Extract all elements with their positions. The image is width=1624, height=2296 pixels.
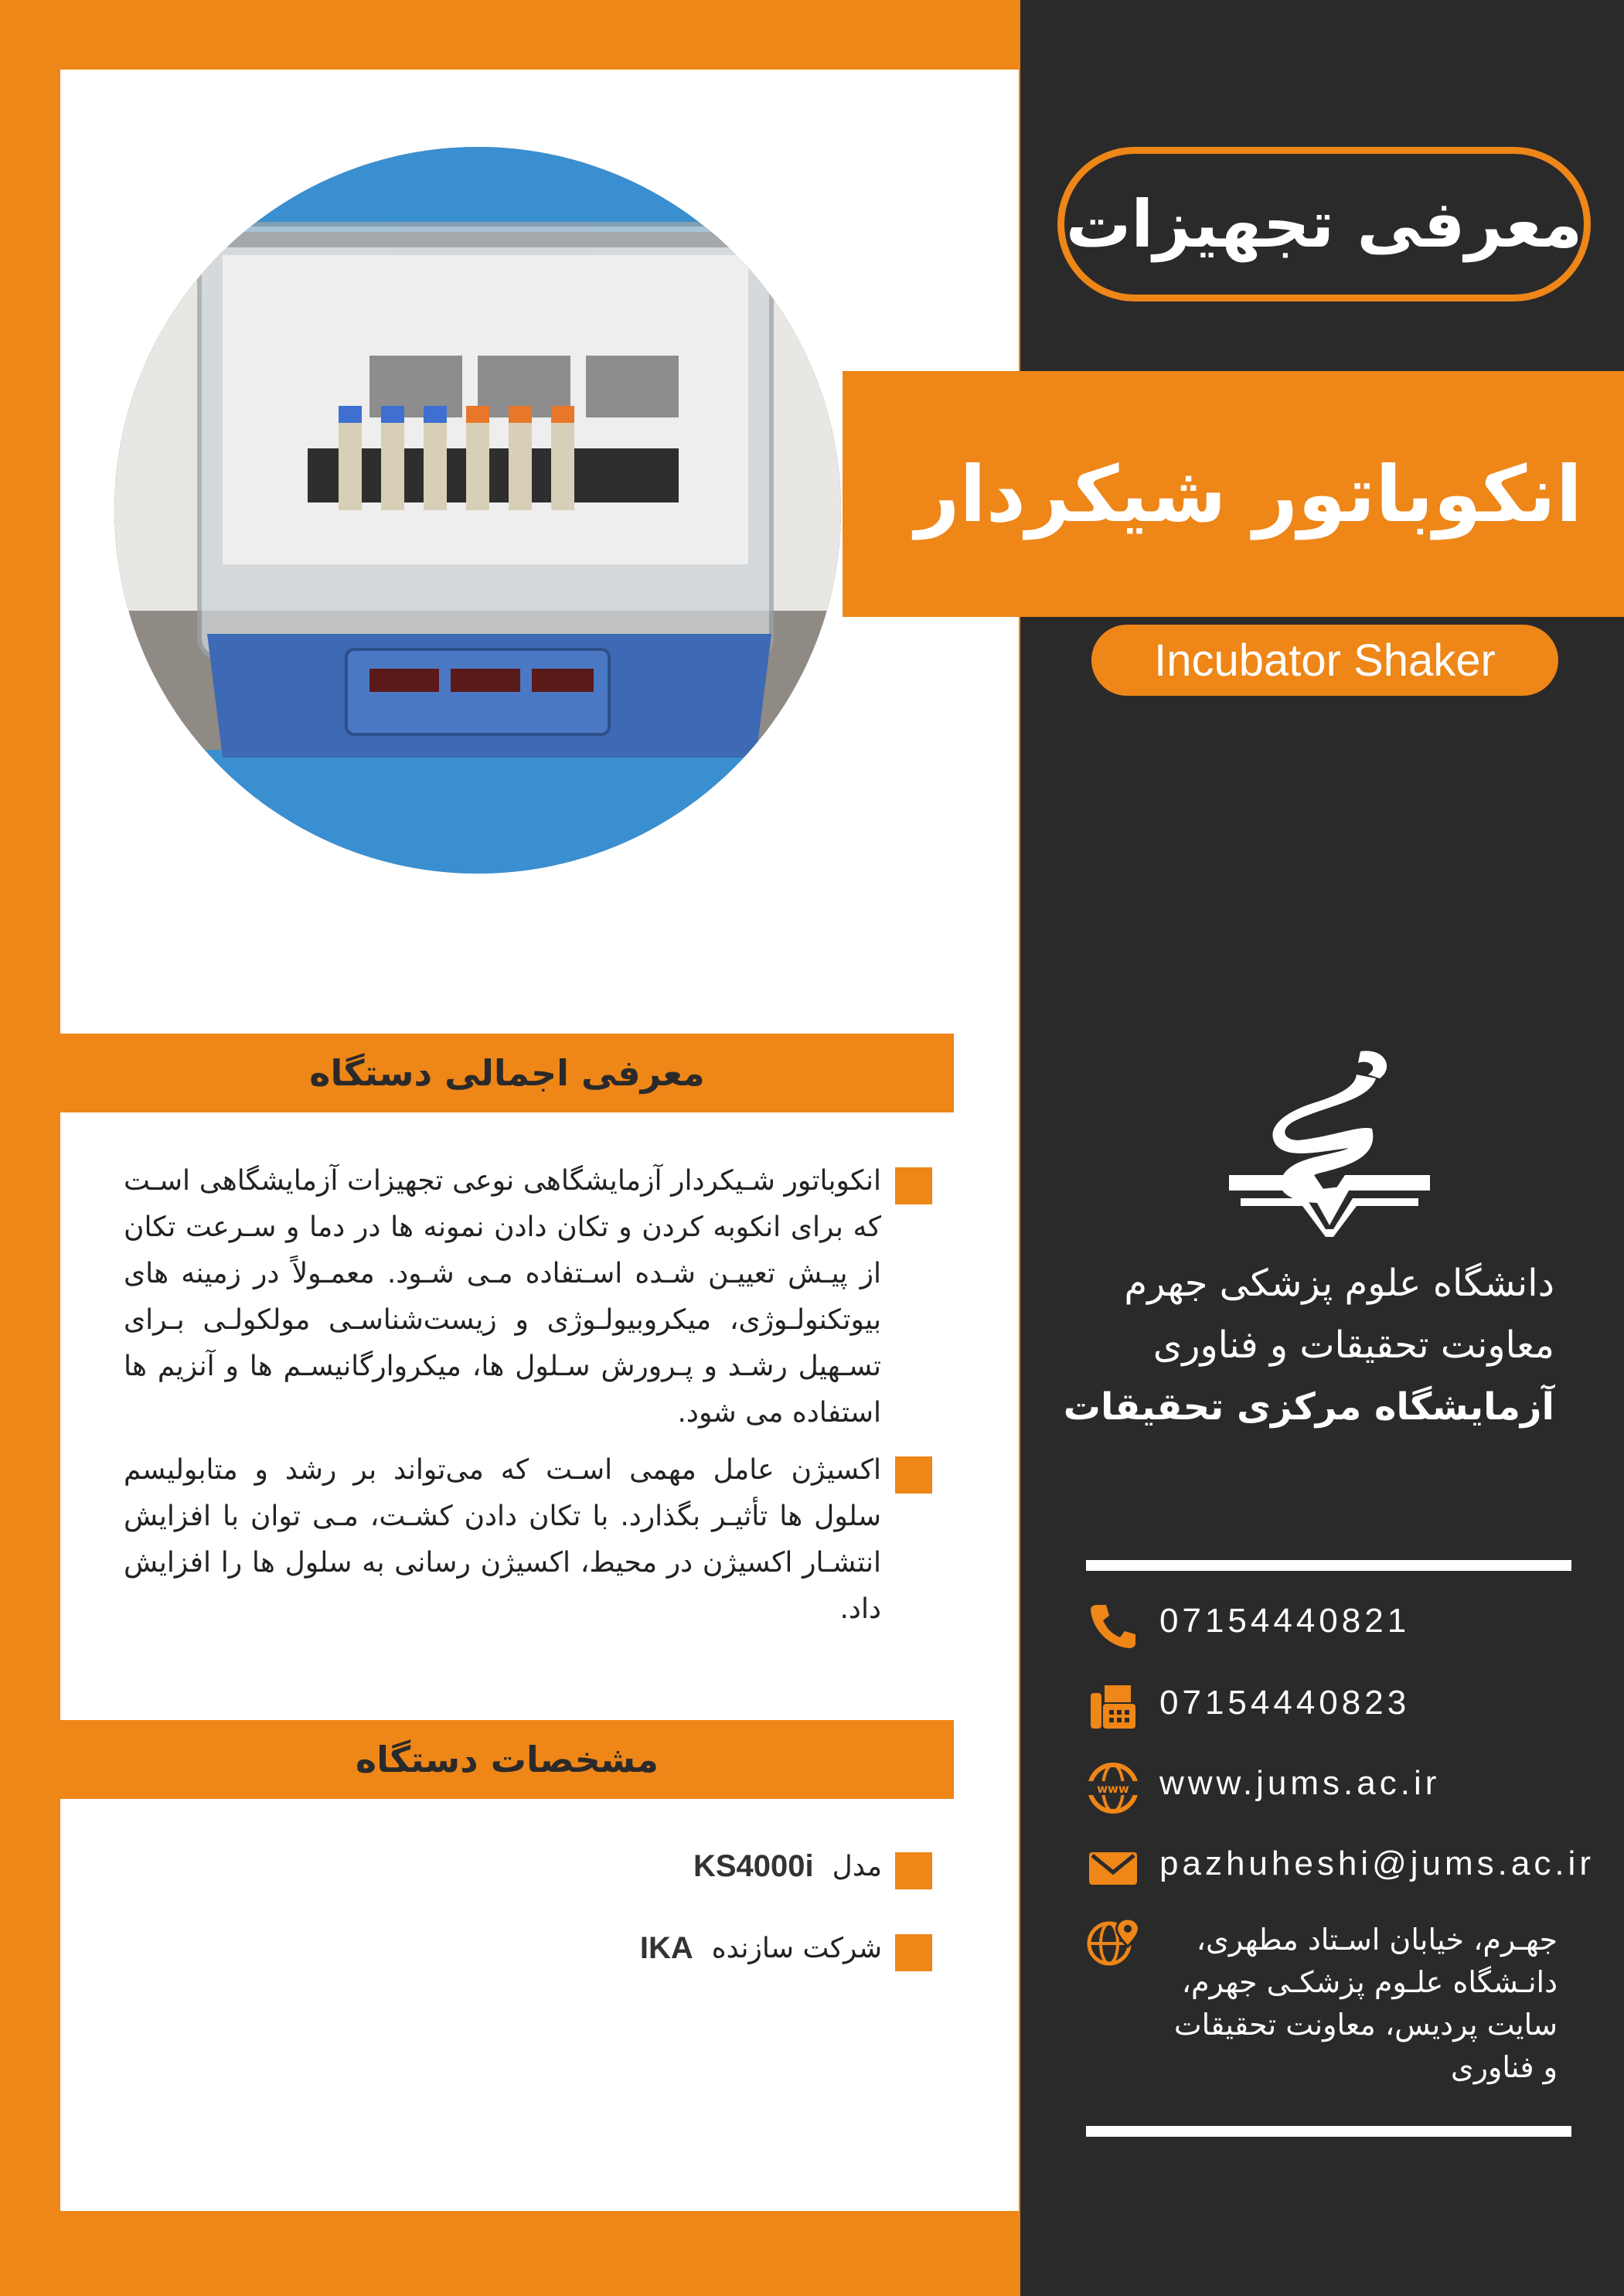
intro-paragraph-2: اکسیژن عامل مهمی اسـت که می‌تواند بر رشد و متابولیسم سلول ها تأثیـر بگذارد. با تکان دادن کشـت، مـی توان با افزایش انتشـار اکسیژن در محیط، اکسیژن رسانی به سلول ها را افزایش داد.: [124, 1454, 881, 1625]
spec-row-manufacturer: [640, 1931, 882, 1966]
intro-section-title: معرفی اجمالی دستگاه: [309, 1052, 705, 1094]
fax-number[interactable]: 07154440823: [1159, 1684, 1411, 1722]
bullet-marker: [895, 1456, 932, 1494]
web-icon: [1086, 1761, 1140, 1815]
spec-value: KS4000i: [693, 1849, 814, 1883]
bullet-marker: [895, 1934, 932, 1971]
university-logo: [1225, 1044, 1434, 1237]
svg-text:www: www: [1097, 1782, 1129, 1796]
email-icon: [1086, 1841, 1140, 1896]
university-name: دانشگاه علوم پزشکی جهرم: [1124, 1262, 1554, 1305]
spec-label: مدل: [832, 1851, 882, 1882]
phone-icon: [1086, 1599, 1140, 1653]
incubator-illustration: [114, 147, 841, 874]
fax-icon: [1086, 1681, 1140, 1735]
phone-number[interactable]: 07154440821: [1159, 1602, 1411, 1640]
header-badge: [1057, 147, 1591, 301]
website-link[interactable]: www.jums.ac.ir: [1159, 1764, 1441, 1802]
specs-section-header: [60, 1720, 954, 1799]
specs-section-title: مشخصات دستگاه: [355, 1739, 659, 1780]
header-title: معرفی تجهیزات: [1065, 186, 1583, 262]
spec-value: IKA: [639, 1931, 693, 1965]
email-link[interactable]: pazhuheshi@jums.ac.ir: [1159, 1845, 1595, 1882]
location-icon: [1086, 1916, 1140, 1970]
intro-paragraph-1: انکوباتور شـیکردار آزمایشگاهی نوعی تجهیزات آزمایشگاهی اسـت که برای انکوبه کردن و تکان دادن نمونه ها در دما و سـرعت تکان از پیـش تعییـن شـده اسـتفاده مـی شـود. معمـولاً در زمینه های بیوتکنولـوژی، میکروبیولـوژی و زیست‌شناسـی مولکولـی بـرای تسـهیل رشـد و پـرورش سـلول ها، میکروارگانیسـم ها و آنزیم ها استفاده می شود.: [124, 1165, 881, 1429]
spec-label: شرکت سازنده: [711, 1933, 882, 1964]
laboratory-name: آزمایشگاه مرکزی تحقیقات: [1063, 1385, 1554, 1429]
intro-section-header: [60, 1034, 954, 1112]
divider-top: [1086, 1560, 1571, 1571]
postal-address: جهـرم، خیابان اسـتاد مطهری، دانـشگاه علـوم پزشکـی جهرم، سایت پردیس، معاونت تحقیقات و فناوری: [1173, 1923, 1558, 2084]
device-title-persian: انکوباتور شیکردار: [914, 448, 1583, 540]
device-title-band: [843, 371, 1624, 617]
bullet-marker: [895, 1167, 932, 1204]
bullet-marker: [895, 1852, 932, 1889]
device-title-english: Incubator Shaker: [1154, 635, 1496, 686]
spec-row-model: [693, 1849, 882, 1884]
university-logo-icon: [1225, 1044, 1434, 1237]
device-title-english-badge: [1091, 625, 1558, 696]
device-photo: [114, 147, 841, 874]
vice-chancellor-name: معاونت تحقیقات و فناوری: [1152, 1323, 1554, 1367]
divider-bottom: [1086, 2126, 1571, 2137]
